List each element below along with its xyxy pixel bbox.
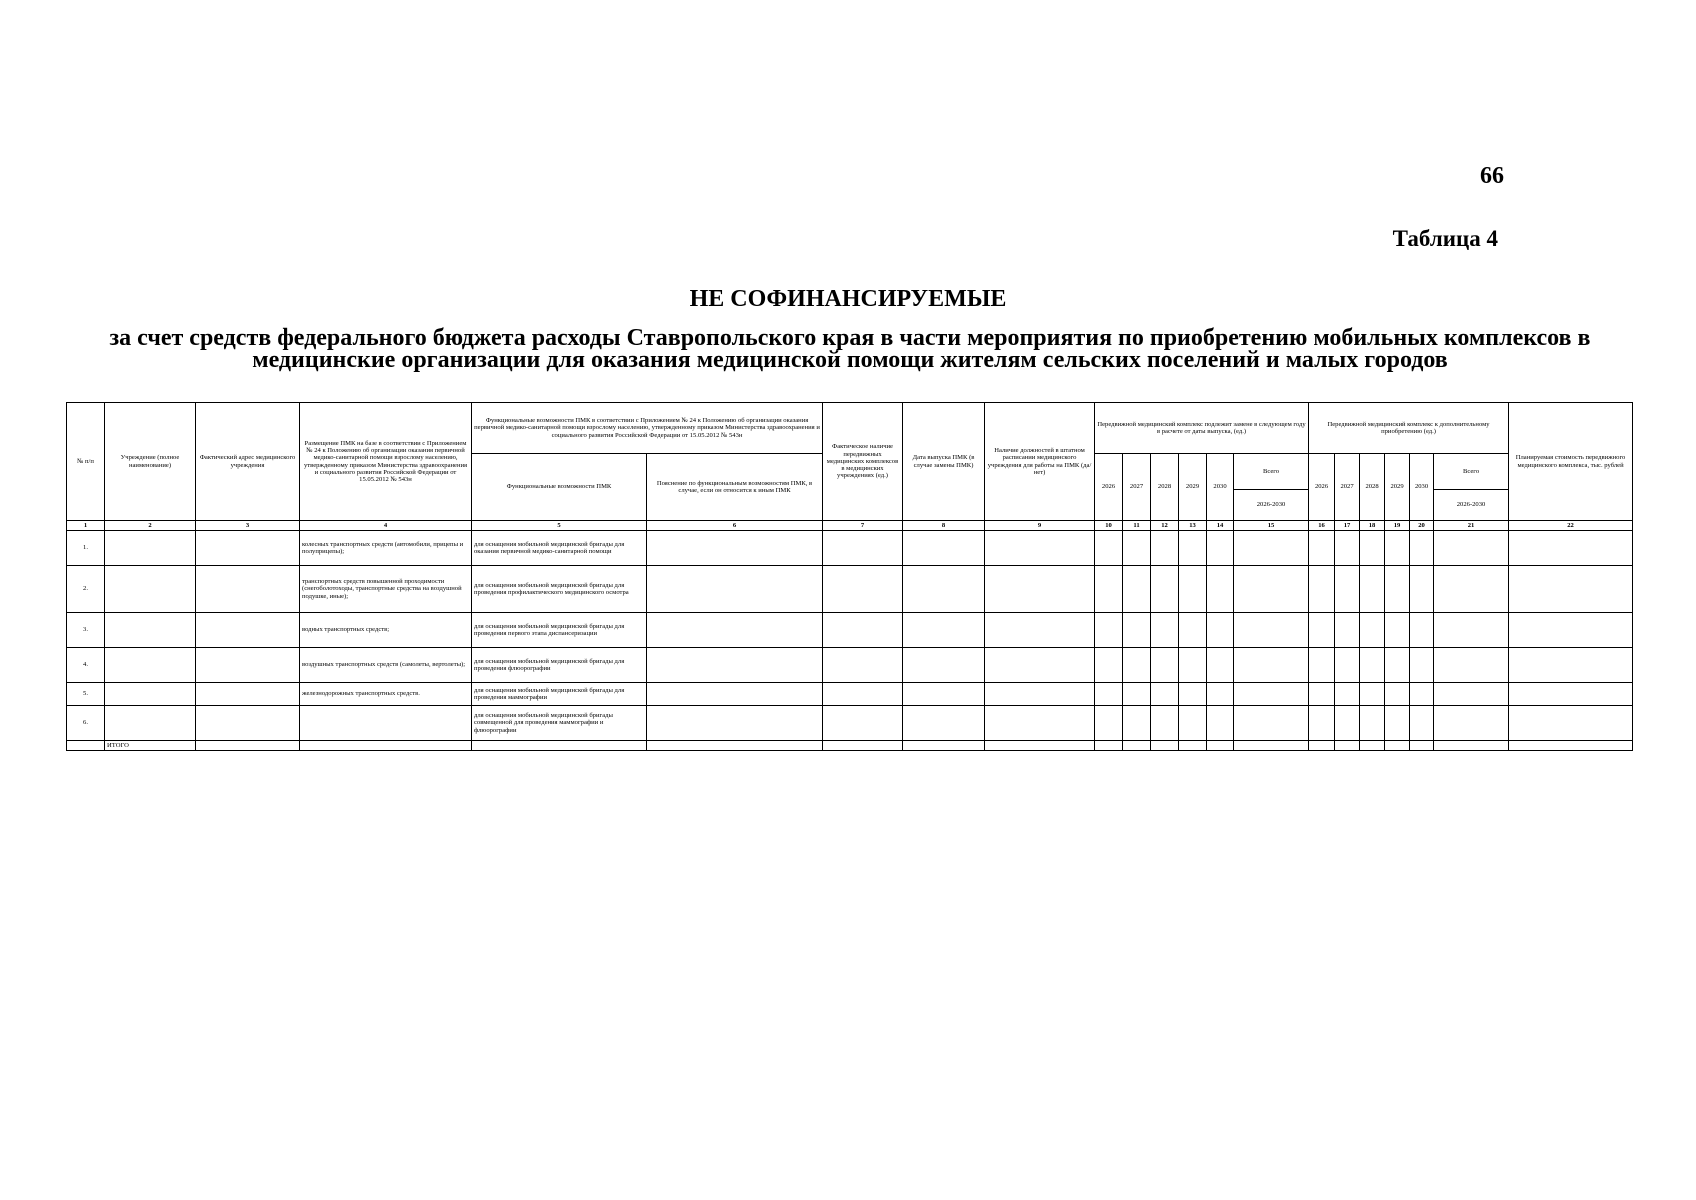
row-number: 4. bbox=[67, 648, 105, 683]
expenses-table bbox=[66, 402, 1633, 751]
column-number: 8 bbox=[903, 521, 985, 531]
row-number: 3. bbox=[67, 613, 105, 648]
header-year: 2028 bbox=[1151, 454, 1179, 521]
header-actual: Фактическое наличие передвижных медицинских комплексов в медицинских учреждениях (ед.) bbox=[823, 403, 903, 521]
column-number: 5 bbox=[472, 521, 647, 531]
address-cell bbox=[196, 531, 300, 566]
placement-cell: железнодорожных транспортных средств. bbox=[300, 683, 472, 706]
address-cell bbox=[196, 706, 300, 741]
placement-cell: воздушных транспортных средств (самолеты, вертолеты); bbox=[300, 648, 472, 683]
column-number: 18 bbox=[1360, 521, 1385, 531]
header-year: 2028 bbox=[1360, 454, 1385, 521]
placement-cell: транспортных средств повышенной проходимости (снегоболотоходы, транспортные средства на воздушной подушке, иные); bbox=[300, 566, 472, 613]
header-functions-group: Функциональные возможности ПМК в соответствии с Приложением № 24 к Положению об организации оказания первичной медико-санитарной помощи взрослому населению, утвержденному приказом Министерства здравоохранения и социального развития Российской Федерации от 15.05.2012 № 543н bbox=[472, 403, 823, 454]
table-row bbox=[67, 648, 1633, 683]
header-num: № п/п bbox=[67, 403, 105, 521]
column-number: 19 bbox=[1385, 521, 1410, 531]
column-number: 14 bbox=[1207, 521, 1234, 531]
column-number: 10 bbox=[1095, 521, 1123, 531]
document-title: за счет средств федерального бюджета расходы Ставропольского края в части мероприятия по приобретению мобильных комплексов в медицинские организации для оказания медицинской помощи жителям сельских поселений и малых городов bbox=[109, 325, 1591, 373]
header-replace-group: Передвижной медицинский комплекс подлежит замене в следующем году в расчете от даты выпуска, (ед.) bbox=[1095, 403, 1309, 454]
column-number: 20 bbox=[1410, 521, 1434, 531]
function-cell: для оснащения мобильной медицинской бригады для проведения профилактического медицинского осмотра bbox=[472, 566, 647, 613]
header-functions: Функциональные возможности ПМК bbox=[472, 454, 647, 521]
header-placement: Размещение ПМК на базе в соответствии с Приложением № 24 к Положению об организации оказания первичной медико-санитарной помощи взрослому населению, утвержденному приказом Министерства здравоохранения и социального развития Российской Федерации от 15.05.2012 № 543н bbox=[300, 403, 472, 521]
header-address: Фактический адрес медицинского учреждения bbox=[196, 403, 300, 521]
institution-cell bbox=[105, 531, 196, 566]
placement-cell bbox=[300, 706, 472, 741]
column-numbers-row bbox=[67, 521, 1633, 531]
document-heading: НЕ СОФИНАНСИРУЕМЫЕ bbox=[689, 286, 1007, 312]
header-year: 2027 bbox=[1335, 454, 1360, 521]
institution-cell bbox=[105, 683, 196, 706]
placement-cell: водных транспортных средств; bbox=[300, 613, 472, 648]
table-row bbox=[67, 531, 1633, 566]
header-year: 2026 bbox=[1309, 454, 1335, 521]
header-year: 2030 bbox=[1207, 454, 1234, 521]
column-number: 21 bbox=[1434, 521, 1509, 531]
column-number: 1 bbox=[67, 521, 105, 531]
institution-cell bbox=[105, 613, 196, 648]
header-year: 2026 bbox=[1095, 454, 1123, 521]
header-total: Всего bbox=[1234, 454, 1309, 490]
header-year: 2029 bbox=[1179, 454, 1207, 521]
header-institution: Учреждение (полное наименование) bbox=[105, 403, 196, 521]
header-cost: Планируемая стоимость передвижного медицинского комплекса, тыс. рублей bbox=[1509, 403, 1633, 521]
column-number: 7 bbox=[823, 521, 903, 531]
address-cell bbox=[196, 613, 300, 648]
column-number: 17 bbox=[1335, 521, 1360, 531]
table-label: Таблица 4 bbox=[1392, 226, 1498, 251]
placement-cell: колесных транспортных средств (автомобили, прицепы и полуприцепы); bbox=[300, 531, 472, 566]
function-cell: для оснащения мобильной медицинской бригады совмещенной для проведения маммографии и флюорографии bbox=[472, 706, 647, 741]
header-total-range: 2026-2030 bbox=[1234, 489, 1309, 520]
header-year: 2027 bbox=[1123, 454, 1151, 521]
column-number: 16 bbox=[1309, 521, 1335, 531]
total-label: ИТОГО bbox=[105, 741, 196, 751]
address-cell bbox=[196, 683, 300, 706]
table-row bbox=[67, 613, 1633, 648]
header-staff: Наличие должностей в штатном расписании медицинского учреждения для работы на ПМК (да/нет) bbox=[985, 403, 1095, 521]
table-row bbox=[67, 566, 1633, 613]
column-number: 4 bbox=[300, 521, 472, 531]
address-cell bbox=[196, 648, 300, 683]
function-cell: для оснащения мобильной медицинской бригады для оказания первичной медико-санитарной помощи bbox=[472, 531, 647, 566]
row-number: 2. bbox=[67, 566, 105, 613]
column-number: 13 bbox=[1179, 521, 1207, 531]
column-number: 11 bbox=[1123, 521, 1151, 531]
function-cell: для оснащения мобильной медицинской бригады для проведения маммографии bbox=[472, 683, 647, 706]
function-cell: для оснащения мобильной медицинской бригады для проведения первого этапа диспансеризации bbox=[472, 613, 647, 648]
header-functions-note: Пояснение по функциональным возможностям ПМК, в случае, если он относится к иным ПМК bbox=[647, 454, 823, 521]
row-number: 6. bbox=[67, 706, 105, 741]
header-total: Всего bbox=[1434, 454, 1509, 490]
row-number: 5. bbox=[67, 683, 105, 706]
institution-cell bbox=[105, 648, 196, 683]
column-number: 9 bbox=[985, 521, 1095, 531]
column-number: 12 bbox=[1151, 521, 1179, 531]
row-number: 1. bbox=[67, 531, 105, 566]
institution-cell bbox=[105, 706, 196, 741]
column-number: 22 bbox=[1509, 521, 1633, 531]
header-year: 2029 bbox=[1385, 454, 1410, 521]
header-total-range: 2026-2030 bbox=[1434, 489, 1509, 520]
column-number: 15 bbox=[1234, 521, 1309, 531]
table-row bbox=[67, 706, 1633, 741]
page-number: 66 bbox=[1480, 163, 1504, 189]
header-release-date: Дата выпуска ПМК (в случае замены ПМК) bbox=[903, 403, 985, 521]
function-cell: для оснащения мобильной медицинской бригады для проведения флюорографии bbox=[472, 648, 647, 683]
header-year: 2030 bbox=[1410, 454, 1434, 521]
total-row bbox=[67, 741, 1633, 751]
table-row bbox=[67, 683, 1633, 706]
column-number: 6 bbox=[647, 521, 823, 531]
column-number: 3 bbox=[196, 521, 300, 531]
institution-cell bbox=[105, 566, 196, 613]
header-additional-group: Передвижной медицинский комплекс к дополнительному приобретению (ед.) bbox=[1309, 403, 1509, 454]
column-number: 2 bbox=[105, 521, 196, 531]
address-cell bbox=[196, 566, 300, 613]
